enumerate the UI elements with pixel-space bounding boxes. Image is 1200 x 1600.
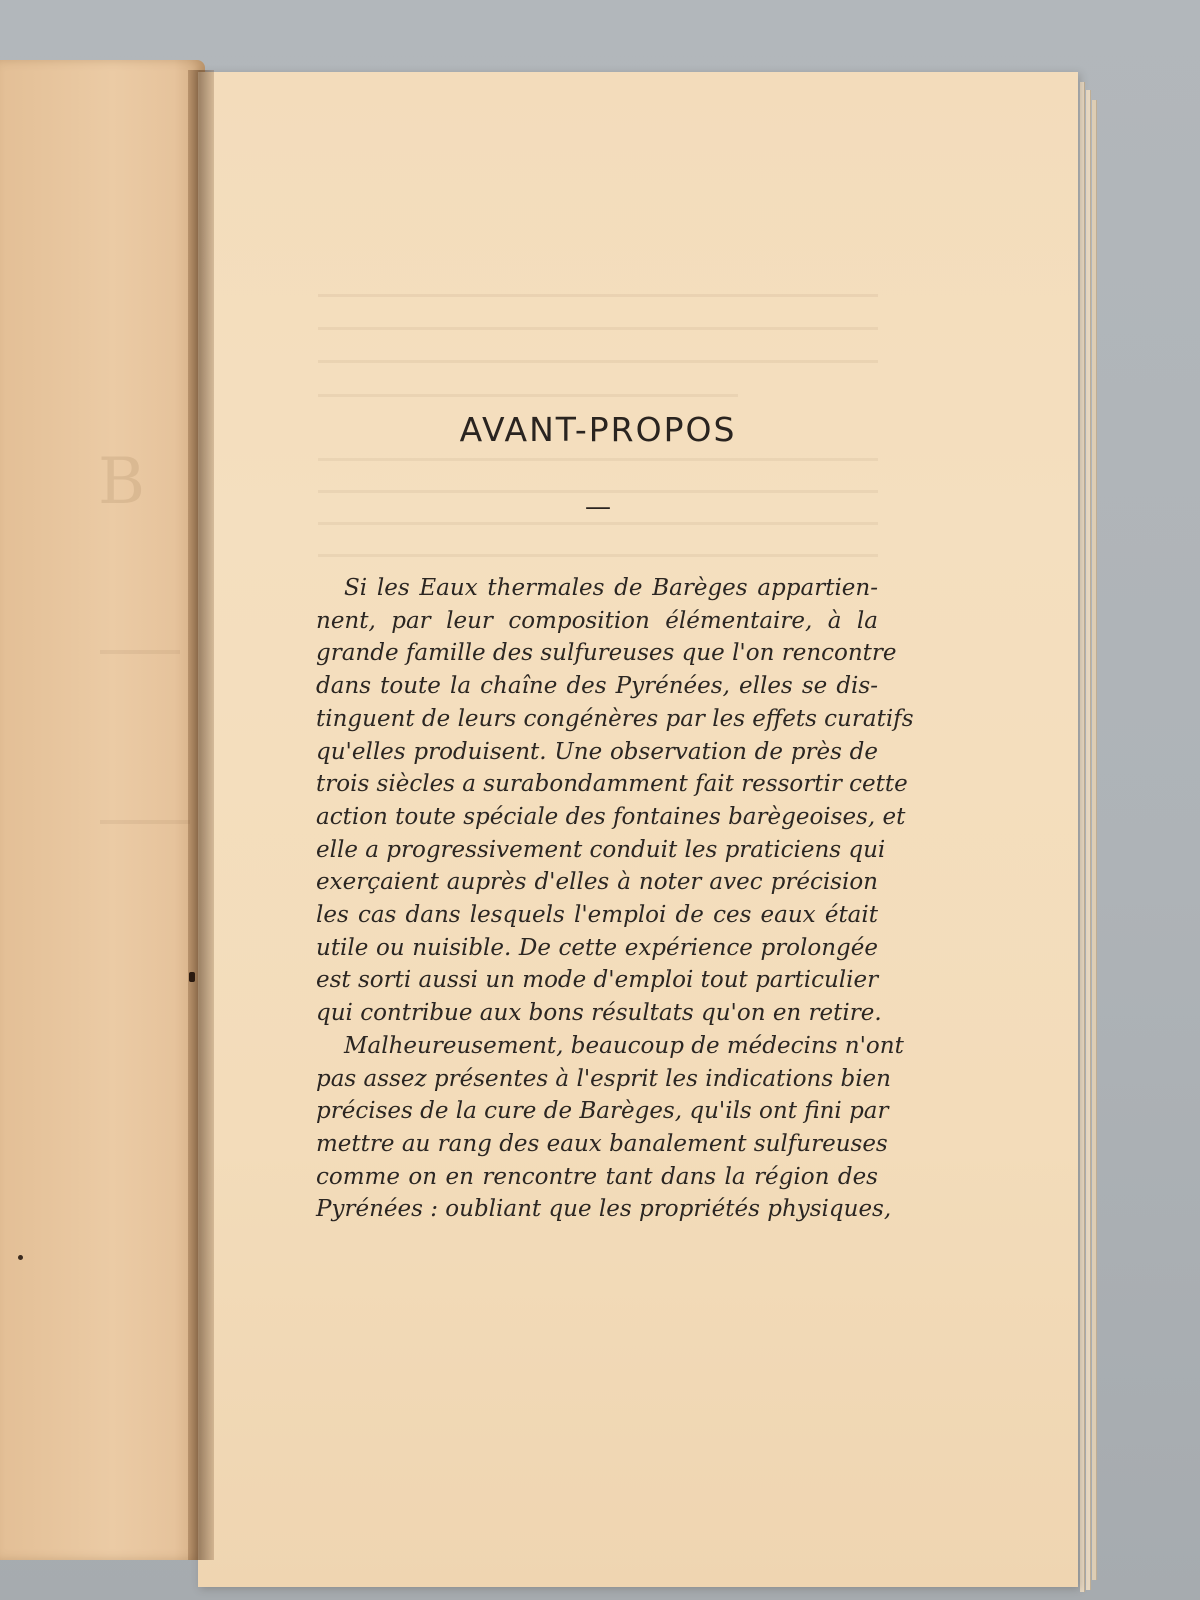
text-line: comme on en rencontre tant dans la région des (316, 1163, 878, 1190)
text-line: trois siècles a surabondamment fait ressortir cette (316, 771, 908, 798)
text-line: les cas dans lesquels l'emploi de ces eaux était (316, 902, 878, 929)
text-line: qu'elles produisent. Une observation de près de (316, 738, 878, 765)
show-through-mark (100, 650, 180, 654)
text-line: Si les Eaux thermales de Barèges appartien- (344, 575, 878, 601)
ink-speck (18, 1255, 23, 1260)
page-stack-edge (1086, 90, 1091, 1590)
text-line: précises de la cure de Barèges, qu'ils ont fini par (316, 1098, 889, 1125)
show-through-line (318, 294, 878, 297)
page-heading: AVANT-PROPOS (459, 410, 737, 449)
heading-separator: — (585, 492, 611, 522)
text-line: mettre au rang des eaux banalement sulfureuses (316, 1130, 888, 1157)
right-page (198, 72, 1078, 1587)
page-stack-edge (1080, 82, 1085, 1592)
text-line: utile ou nuisible. De cette expérience prolongée (316, 934, 878, 961)
show-through-mark (100, 820, 190, 824)
text-line: est sorti aussi un mode d'emploi tout particulier (316, 967, 879, 994)
text-line: tinguent de leurs congénères par les effets curatifs (316, 705, 914, 732)
text-line: pas assez présentes à l'esprit les indications bien (316, 1065, 891, 1092)
show-through-line (318, 458, 878, 461)
binding-thread (189, 972, 195, 982)
text-line: exerçaient auprès d'elles à noter avec précision (316, 869, 878, 896)
text-line: elle a progressivement conduit les praticiens qui (316, 836, 886, 863)
text-line: Pyrénées : oubliant que les propriétés physiques, (316, 1196, 892, 1223)
show-through-letter: B (98, 445, 146, 519)
show-through-line (318, 360, 878, 363)
text-line: dans toute la chaîne des Pyrénées, elles se dis- (316, 673, 878, 700)
left-facing-page (0, 60, 205, 1560)
show-through-line (318, 394, 738, 397)
text-line: nent, par leur composition élémentaire, à la (316, 607, 878, 634)
page-stack-edge (1092, 100, 1097, 1580)
text-line: qui contribue aux bons résultats qu'on en retire. (316, 1000, 882, 1027)
book-gutter (188, 70, 214, 1560)
show-through-line (318, 327, 878, 330)
text-line: action toute spéciale des fontaines barègeoises, et (316, 803, 906, 830)
show-through-line (318, 554, 878, 557)
body-text (316, 572, 914, 1226)
text-line: Malheureusement, beaucoup de médecins n'ont (344, 1032, 904, 1059)
text-line: grande famille des sulfureuses que l'on rencontre (316, 640, 897, 667)
show-through-line (318, 522, 878, 525)
